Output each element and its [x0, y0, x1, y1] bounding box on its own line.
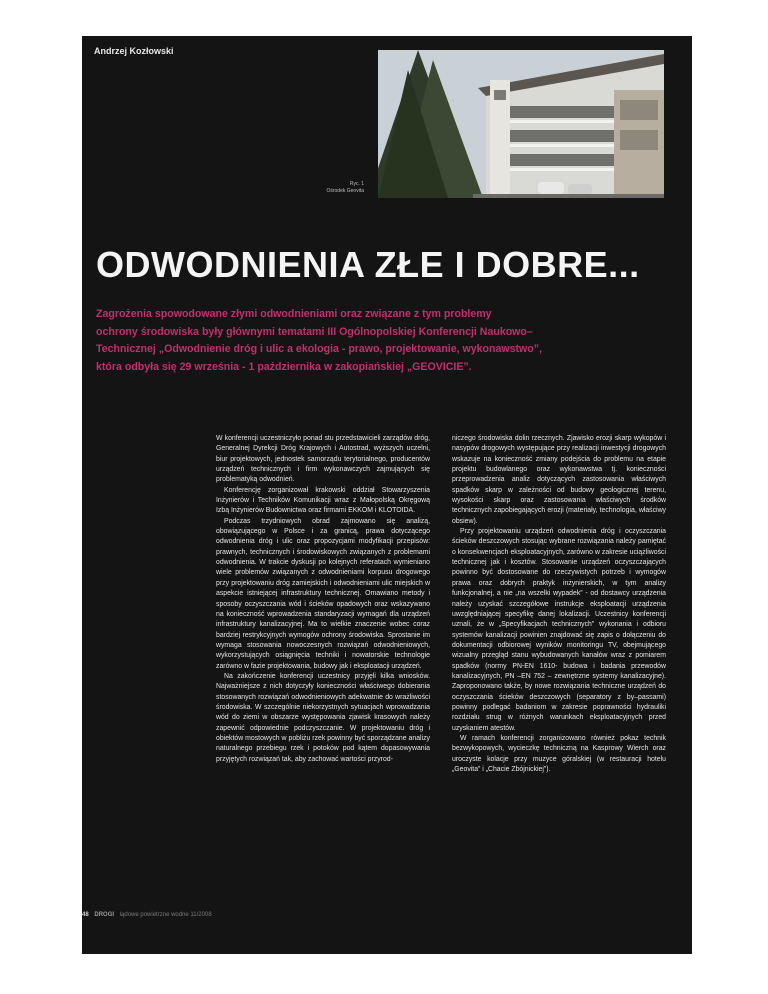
body-paragraph: Podczas trzydniowych obrad zajmowano się analizą, obowiązującego w Polsce i za granicą, prawa dotyczącego odwodnienia dróg i ulic oraz propozycjami modyfikacji przepisów: prawnych, technicznych i środowiskowych związanych z problemami odwodnienia. W trakcie dyskusji po kolejnych referatach wymieniano wiele problemów związanych z odwodnieniami korpusu drogowego przy projektowaniu dróg zamiejskich i odwodnieniami ulic miejskich w aspekcie istniejącej infrastruktury technicznej. Omawiano metody i sposoby oczyszczania wód i ścieków opadowych oraz wskazywano na konieczność wprowadzenia standaryzacji wymagań dla urządzeń infrastruktury kanalizacyjnej. Ma to wielkie znaczenie wobec coraz bardziej restrykcyjnych wymogów ochrony środowiska. Sprostanie im wymaga stosowania nowoczesnych rozwiązań odwodnieniowych, wykorzystujących osiągnięcia techniki i nowatorskie technologie zarówno w fazie projektowania, budowy jak i eksploatacji urządzeń.	[216, 517, 430, 670]
figure-caption-text: Ośrodek Geovita	[326, 188, 364, 194]
article-lead	[96, 306, 666, 376]
page-footer	[82, 912, 212, 918]
building-photo	[378, 50, 664, 198]
magazine-page	[82, 36, 692, 954]
body-column-right	[452, 434, 666, 775]
magazine-issue: lądowe powietrzne wodne 11/2008	[119, 912, 212, 918]
body-paragraph: niczego środowiska dolin rzecznych. Zjawisko erozji skarp wykopów i nasypów drogowych występujące przy realizacji inwestycji drogowych wskazuje na konieczność zmiany podejścia do problemu na etapie projektu budowlanego oraz wykonawstwa tj. konieczności przeprowadzenia analiz dotyczących zastosowania właściwych spadków skarp w zależności od budowy geologicznej terenu, wysokości skarp oraz zastosowania właściwych środków technicznych zapobiegających erozji (materiały, technologia, właściwy obsiew).	[452, 435, 666, 525]
body-column-left	[216, 434, 430, 765]
body-paragraph: Na zakończenie konferencji uczestnicy przyjęli kilka wniosków. Najważniejsze z nich dotyczyły konieczności właściwego dobierania stosowanych rozwiązań odwodnieniowych adekwatnie do wrażliwości środowiska. W szczególnie niekorzystnych sytuacjach wprowadzania wód do ziemi w obszarze występowania zjawisk krasowych należy zapewnić odpowiednie podczyszczanie. W projektowaniu dróg i obiektów mostowych w pobliżu rzek powinny być sporządzane analizy naturalnego przebiegu rzek i potoków pod kątem dopasowywania przyjętych rozwiązań tak, aby zachować wartości przyrod-	[216, 672, 430, 763]
lead-line: Zagrożenia spowodowane złymi odwodnieniami oraz związane z tym problemy	[96, 308, 492, 320]
body-paragraph: Przy projektowaniu urządzeń odwodnienia dróg i oczyszczania ścieków deszczowych stosując wybrane rozwiązania należy pamiętać o konsekwencjach eksploatacyjnych, zarówno w zakresie uciążliwości technicznej jak i kosztów. Stosowanie urządzeń oczyszczających powinno być dostosowane do rzeczywistych potrzeb i wymogów prawa oraz dobrych praktyk inżynierskich, w tym analizy funkcjonalnej, a nie „na wszelki wypadek” - od dostawcy urządzenia należy uzyskać szczegółowe instrukcje eksploatacji urządzenia uwzględniającej specyfikę danej lokalizacji. Uczestnicy konferencji uznali, że w „Specyfikacjach technicznych” wykonania i odbioru systemów kanalizacji powinien znajdować się zapis o dołączeniu do dokumentacji odbiorowej wyników monitoringu TV, obejmującego wizualny przegląd stanu wybudowanych kanałów wraz z pomiarem spadków (normy PN-EN 1610- budowa i badania przewodów kanalizacyjnych, PN –EN 752 – zewnętrzne systemy kanalizacyjne). Zaproponowano także, by nowe rozwiązania techniczne urządzeń do oczyszczania ścieków deszczowych (separatory z by–passami) powinny podlegać badaniom w zakresie poprawności hydrauliki rozdziału strug w różnych warunkach eksploatacyjnych przed uzyskaniem atestów.	[452, 528, 666, 732]
page-number: 48	[82, 912, 89, 918]
hotel-illustration	[378, 50, 664, 198]
lead-line: Technicznej „Odwodnienie dróg i ulic a ekologia - prawo, projektowanie, wykonawstwo”,	[96, 343, 542, 355]
body-paragraph: W ramach konferencji zorganizowano również pokaz technik bezwykopowych, wycieczkę techniczną na Kasprowy Wierch oraz uroczyste kolacje przy muzyce góralskiej (w restauracji hotelu „Geovita” i „Chacie Zbójnickiej”).	[452, 734, 666, 773]
figure-caption	[282, 181, 364, 195]
lead-line: ochrony środowiska były głównymi tematami III Ogólnopolskiej Konferencji Naukowo–	[96, 325, 533, 338]
author-name: Andrzej Kozłowski	[94, 46, 174, 56]
figure-label: Ryc. 1	[349, 181, 364, 187]
article-title: ODWODNIENIA ZŁE I DOBRE...	[96, 244, 640, 285]
magazine-name: DROGI	[94, 912, 115, 918]
body-paragraph: W konferencji uczestniczyło ponad stu przedstawicieli zarządów dróg, Generalnej Dyrekcji Dróg Krajowych i Autostrad, wyższych uczelni, biur projektowych, jednostek samorządu terytorialnego, producentów urządzeń technicznych i firm wykonawczych zajmujących się problematyką odwodnień.	[216, 435, 430, 484]
body-paragraph: Konferencję zorganizował krakowski oddział Stowarzyszenia Inżynierów i Techników Komunikacji wraz z Małopolską Okręgową Izbą Inżynierów Budownictwa oraz firmami EKKOM i KLOTOIDA.	[216, 486, 430, 515]
lead-line: która odbyła się 29 września - 1 października w zakopiańskiej „GEOVICIE”.	[96, 360, 472, 373]
